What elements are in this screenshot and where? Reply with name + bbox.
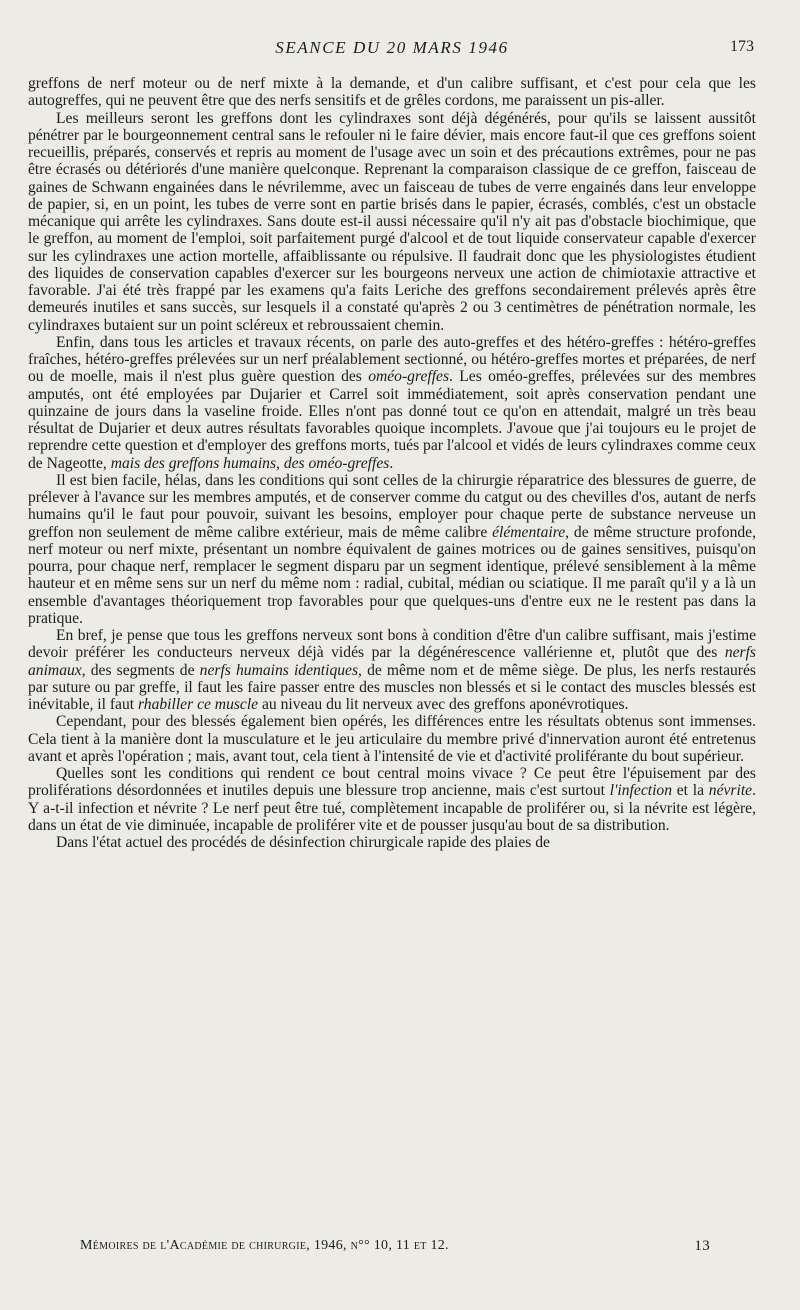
italic-run: névrite — [708, 782, 753, 800]
paragraph — [28, 713, 756, 765]
text-run: greffons de nerf moteur ou de nerf mixte à la demande, et d'un calibre suffisant, et c'est pour cela que les autogreffes, qui ne peuvent être que des nerfs sensitifs et de grêles cordons, me paraissent un pis-aller. — [28, 75, 756, 110]
journal-citation: Mémoires de l'Académie de chirurgie, 1946, n°° 10, 11 et 12. — [80, 1238, 449, 1253]
text-run: Dans l'état actuel des procédés de désinfection chirurgicale rapide des plaies de — [56, 834, 550, 851]
italic-run: nerfs humains identiques — [199, 661, 359, 679]
italic-run: élémentaire — [492, 523, 566, 541]
running-head — [28, 38, 756, 62]
paragraph — [28, 472, 756, 627]
text-run: Il est bien facile, hélas, dans les conditions qui sont celles de la chirurgie réparatrice des blessures de guerre, de prélever à l'avance sur les membres amputés, et de conserver comme du catgut ou des chevilles d'os, autant de nerfs humains qu'il le faut pour pouvoir, suivant les besoins, employer pour chaque perte de substance nerveuse un greffon non seulement de même calibre extérieur, mais de même calibre — [28, 471, 756, 541]
italic-run: nerfs animaux — [28, 644, 756, 679]
paragraph — [28, 834, 756, 851]
italic-run: l'infection — [609, 782, 672, 800]
signature-mark: 13 — [694, 1238, 710, 1254]
text-run: . — [389, 454, 394, 472]
page-number: 173 — [730, 38, 754, 55]
italic-run: mais des greffons humains, des oméo-greffes — [110, 454, 390, 472]
paragraph — [28, 110, 756, 334]
running-title: SEANCE DU 20 MARS 1946 — [275, 38, 509, 57]
italic-run: rhabiller ce muscle — [138, 696, 259, 713]
text-run: , de même structure profonde, nerf moteur ou nerf mixte, présentant un nombre équivalent de gaines motrices ou de gaines sensitives, puisqu'on pourra, pour chaque nerf, remplacer le segment disparu par un segment identique, prélevé sensiblement à la même hauteur et en même sens sur un nerf du même nom : radial, cubital, médian ou sciatique. Il me paraît qu'il y a là un ensemble d'avantages théoriquement trop favorables pour que quelques-uns d'entre eux ne le restent pas dans la pratique. — [28, 523, 756, 627]
paragraph — [28, 627, 756, 713]
paragraph — [28, 75, 756, 110]
text-run: En bref, je pense que tous les greffons nerveux sont bons à condition d'être d'un calibre suffisant, mais j'estime devoir préférer les conducteurs nerveux déjà vidés par la dégénérescence vallérienne et, plutôt que des — [28, 627, 756, 662]
text-run: , de même nom et de même siège. De plus, les nerfs restaurés par suture ou par greffe, il faut les faire passer entre des muscles non blessés et si le contact des muscles blessés est inévitable, il faut — [28, 661, 756, 713]
text-run: et la — [672, 782, 709, 800]
text-run: au niveau du lit nerveux avec des greffons aponévrotiques. — [258, 696, 629, 713]
paragraph — [28, 765, 756, 834]
page-footer — [80, 1238, 710, 1260]
text-run: . Y a-t-il infection et névrite ? Le nerf peut être tué, complètement incapable de proliférer ou, si la névrite est légère, dans un état de vie diminuée, incapable de proliférer vite et de pousser jusqu'au bout de sa distribution. — [28, 782, 756, 834]
paragraph — [28, 334, 756, 472]
text-run: Les meilleurs seront les greffons dont les cylindraxes sont déjà dégénérés, pour qu'ils se laissent aussitôt pénétrer par le bourgeonnement central sans le refouler ni le faire dévier, mais encore faut-il que ces greffons soient recueillis, préparés, conservés et repris au moment de l'usage avec un soin et des précautions extrêmes, pour ne pas être écrasés ou détériorés d'une manière quelconque. Reprenant la comparaison classique de ce greffon, faisceau de gaines de Schwann engainées dans le névrilemme, avec un faisceau de tubes de verre engainés dans leur enveloppe de papier, si, en un point, les tubes de verre sont en partie brisés dans le papier, écrasés, comblés, c'est un obstacle mécanique qui arrête les cylindraxes. Sans doute est-il aussi nécessaire qu'il n'y ait pas d'obstacle biochimique, que le greffon, au moment de l'emploi, soit parfaitement purgé d'alcool et de tout liquide conservateur capable d'exercer sur les cylindraxes une action mortelle, affaiblissante ou répulsive. Il faudrait donc que les physiologistes étudient des liquides de conservation capables d'exercer sur les bourgeons nerveux une action de chimiotaxie attractive et favorable. J'ai été très frappé par les examens qu'a faits Leriche des greffons secondairement prélevés après être demeurés inutiles et sans succès, sur lesquels il a constaté qu'après 2 ou 3 centimètres de pénétration normale, les cylindraxes butaient sur un point scléreux et rebroussaient chemin. — [28, 109, 756, 334]
text-run: , des segments de — [81, 661, 200, 679]
text-run: Quelles sont les conditions qui rendent ce bout central moins vivace ? Ce peut être l'épuisement par des proliférations désordonnées et inutiles depuis une blessure trop ancienne, mais c'est surtout — [28, 765, 756, 800]
italic-run: oméo-greffes — [368, 368, 450, 386]
text-run: Cependant, pour des blessés également bien opérés, les différences entre les résultats obtenus sont immenses. Cela tient à la manière dont la musculature et le jeu articulaire du membre privé d'innervation auront été entretenus avant et après l'opération ; mais, avant tout, cela tient à l'intensité de vie et d'activité proliférante du bout supérieur. — [28, 713, 756, 765]
text-run: Enfin, dans tous les articles et travaux récents, on parle des auto-greffes et des hétéro-greffes : hétéro-greffes fraîches, hétéro-greffes prélevées sur un nerf préalablement sectionné, ou hétéro-greffes mortes et préparées, de nerf ou de moelle, mais il n'est plus guère question des — [28, 333, 756, 386]
body-text — [28, 75, 756, 851]
text-run: . Les oméo-greffes, prélevées sur des membres amputés, ont été employées par Dujarier et Carrel soit immédiatement, soit après conservation pendant une quinzaine de jours dans la vaseline froide. Elles n'ont pas donné tout ce qu'on en attendait, malgré un très beau résultat de Dujarier et deux autres résultats favorables quoique incomplets. J'avoue que j'ai toujours eu le projet de reprendre cette question et d'employer des greffons morts, tués par l'alcool et vidés de leurs cylindraxes comme ceux de Nageotte, — [28, 368, 757, 472]
